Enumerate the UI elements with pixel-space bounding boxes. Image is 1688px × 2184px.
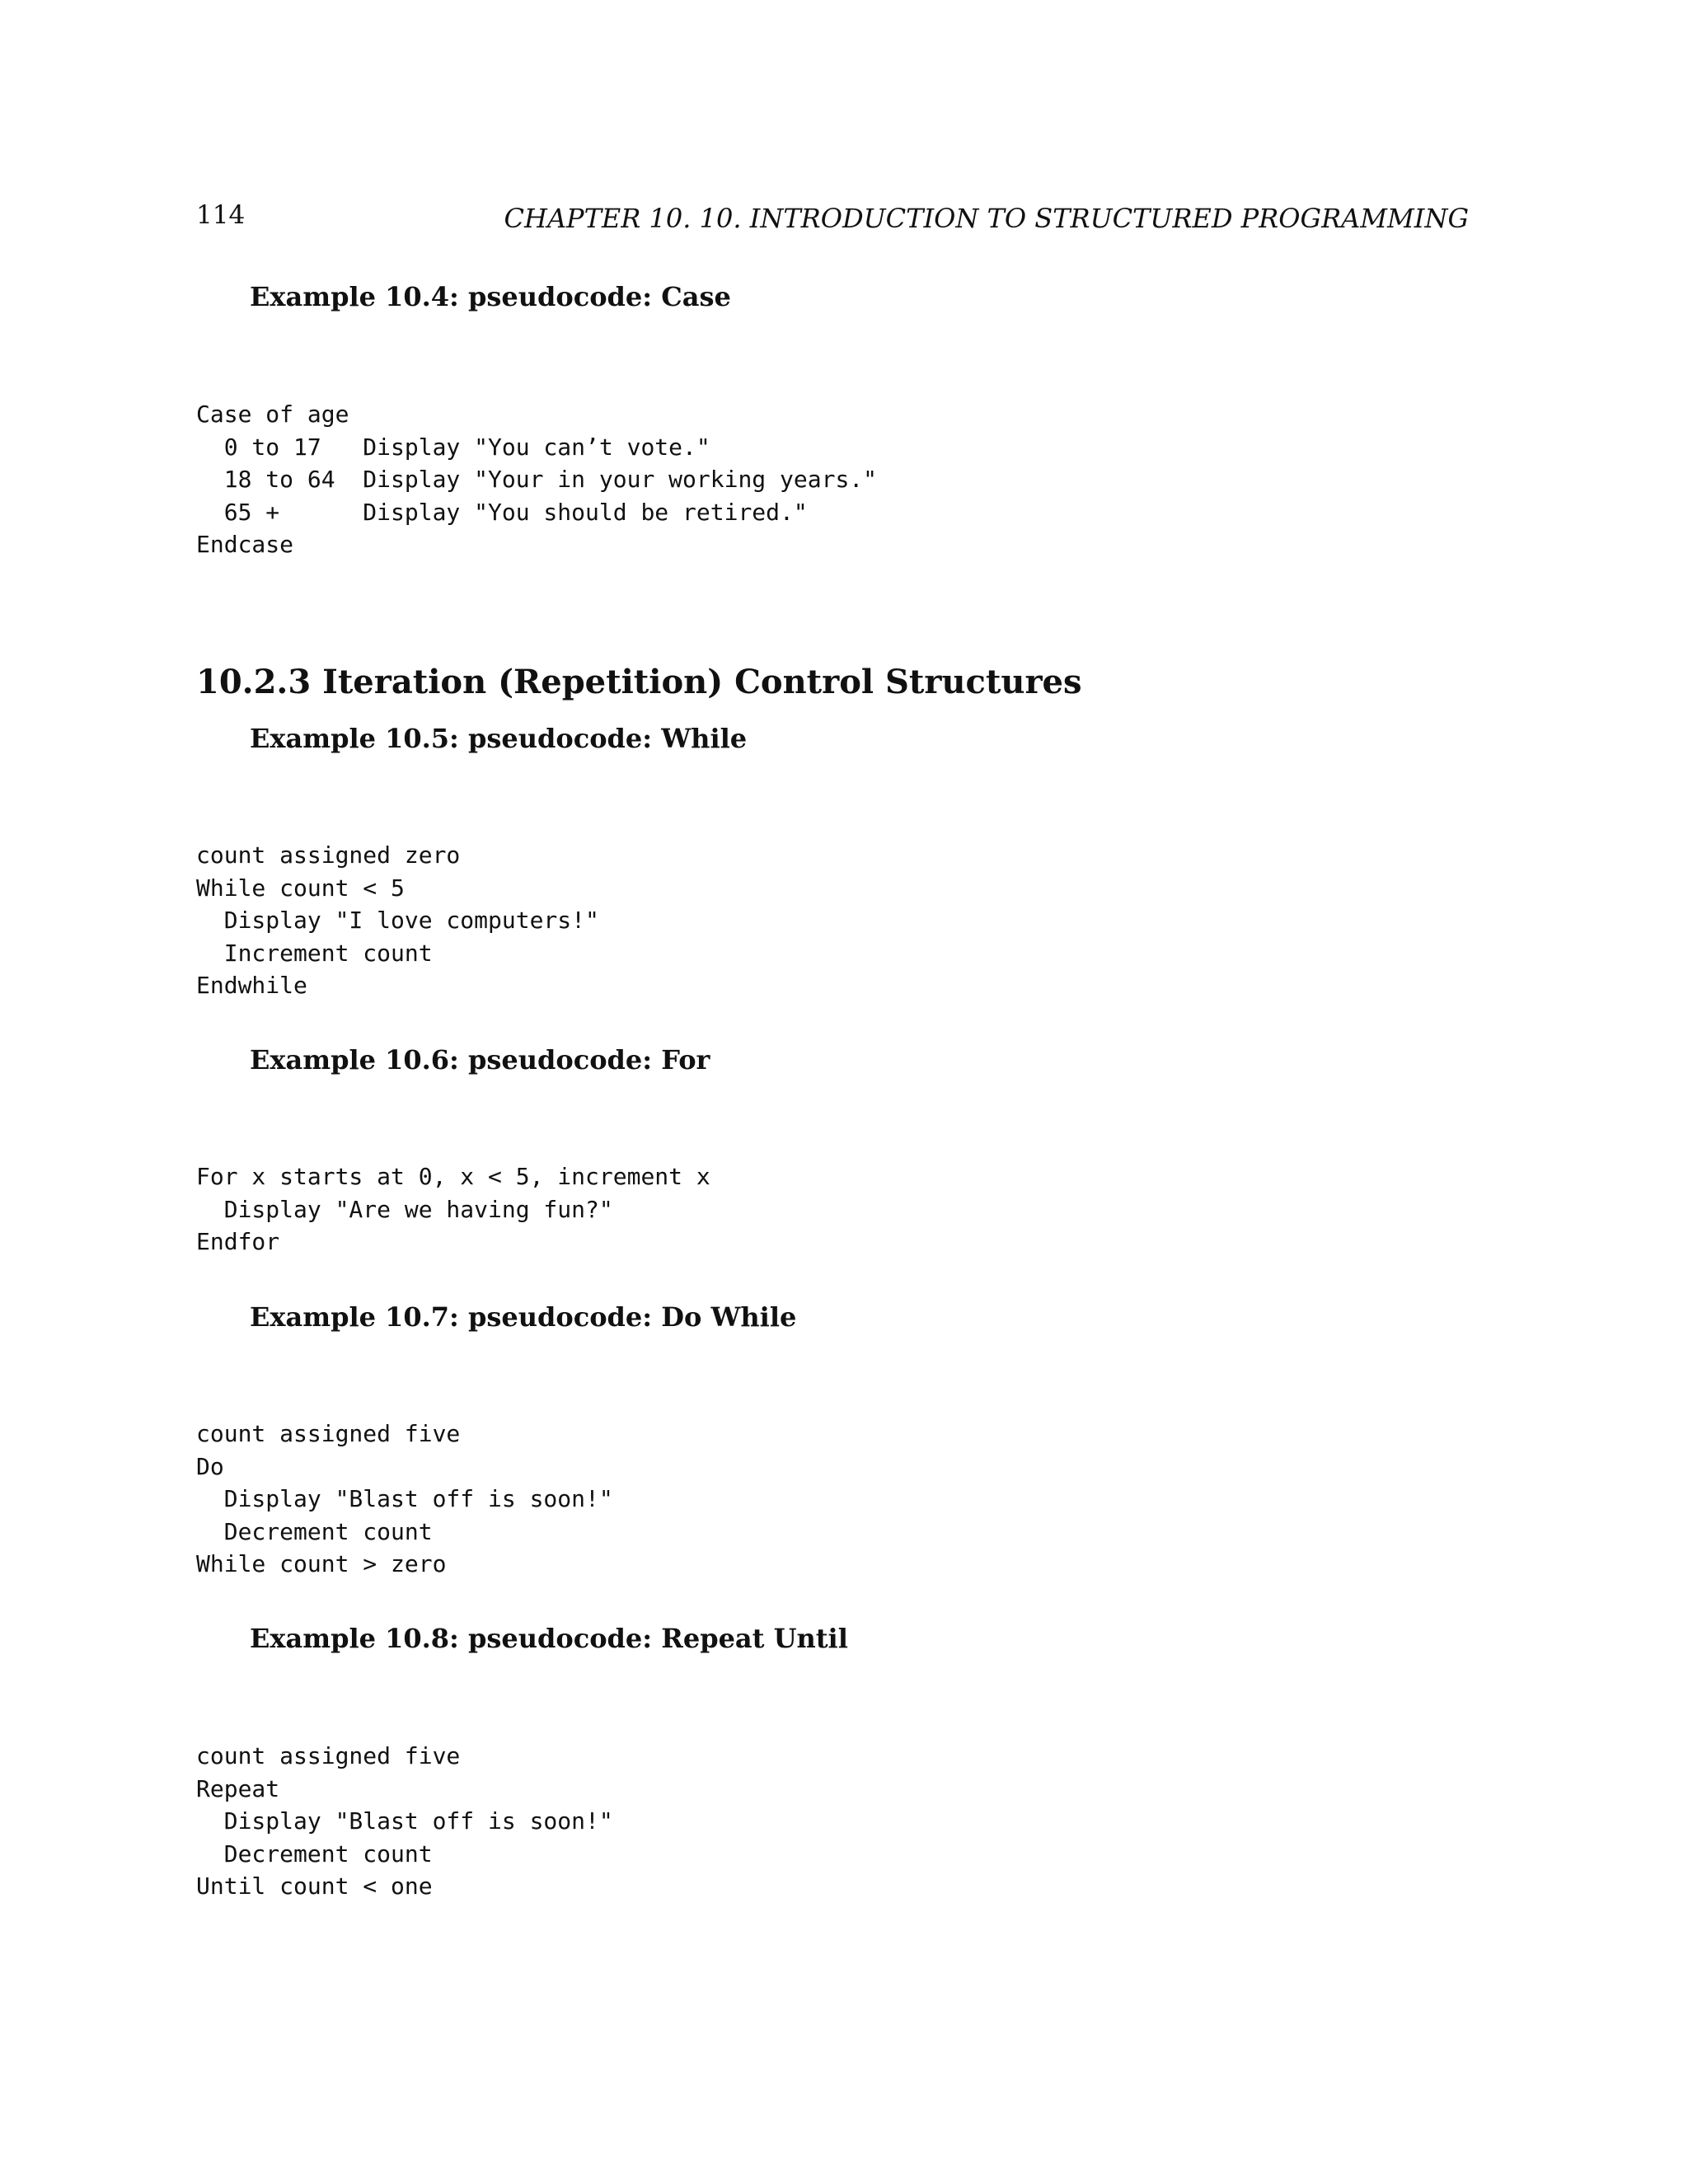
page-number: 114 bbox=[196, 200, 246, 230]
example-10-4-code: Case of age 0 to 17 Display "You can’t vote." 18 to 64 Display "Your in your working years." 65 + Display "You should be retired." Endcase bbox=[196, 401, 878, 558]
example-10-6-code: For x starts at 0, x < 5, increment x Display "Are we having fun?" Endfor bbox=[196, 1163, 710, 1255]
example-10-8-code: count assigned five Repeat Display "Blast off is soon!" Decrement count Until count < one bbox=[196, 1742, 613, 1900]
example-10-7-code: count assigned five Do Display "Blast off is soon!" Decrement count While count > zero bbox=[196, 1420, 613, 1577]
example-10-8-caption: Example 10.8: pseudocode: Repeat Until bbox=[250, 1623, 848, 1654]
example-10-5-caption: Example 10.5: pseudocode: While bbox=[250, 723, 748, 754]
example-10-7-caption: Example 10.7: pseudocode: Do While bbox=[250, 1301, 797, 1333]
running-head: CHAPTER 10. 10. INTRODUCTION TO STRUCTURED PROGRAMMING bbox=[504, 203, 1469, 234]
example-10-5-code: count assigned zero While count < 5 Display "I love computers!" Increment count Endwhile bbox=[196, 841, 599, 999]
example-10-6-caption: Example 10.6: pseudocode: For bbox=[250, 1044, 710, 1076]
example-10-4-caption: Example 10.4: pseudocode: Case bbox=[250, 281, 731, 312]
section-heading: 10.2.3 Iteration (Repetition) Control Structures bbox=[196, 663, 1082, 701]
